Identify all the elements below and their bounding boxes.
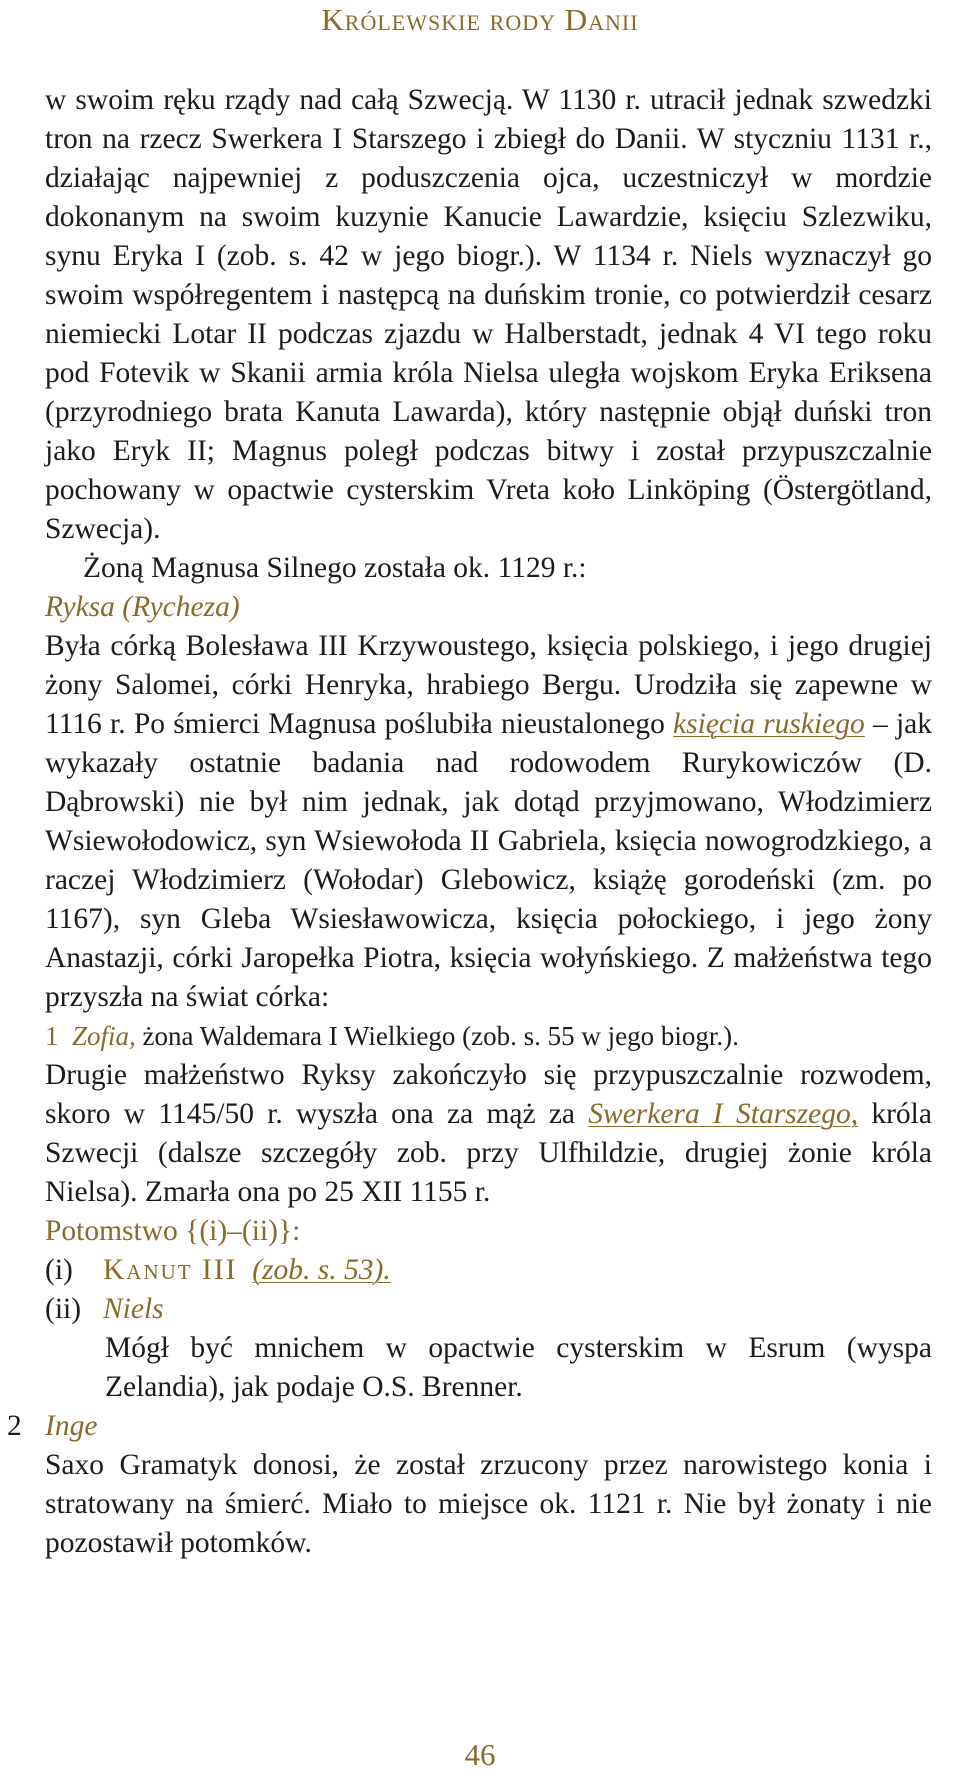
page-body xyxy=(7,81,932,1563)
daughter-number: 1 xyxy=(45,1021,59,1051)
daughter-name: Zofia, xyxy=(72,1021,136,1051)
child-name-inge: Inge xyxy=(45,1410,98,1442)
offspring-number: (i) xyxy=(45,1254,73,1286)
wife-name-heading: Ryksa (Rycheza) xyxy=(45,591,240,623)
second-marriage-text-2: króla Szwecji (dalsze szczegóły zob. przy Ulfhildzie, drugiej żonie króla Nielsa). Zmarła ona po 25 XII 1155 r. xyxy=(45,1098,932,1208)
offspring-item-kanut xyxy=(45,1251,932,1290)
page-number: 46 xyxy=(464,1737,496,1772)
offspring-name-kanut: Kanut III xyxy=(103,1254,238,1286)
wife-bio-text-2: – jak wykazały ostatnie badania nad rodowodem Rurykowiczów (D. Dąbrowski) nie był nim jednak, jak dotąd przyjmowano, Włodzimierz Wsiewołodowicz, syn Wsiewołoda II Gabriela, księcia nowogrodzkiego, a raczej Włodzimierz (Wołodar) Glebowicz, książę gorodeński (zm. po 1167), syn Gleba Wsiesławowicza, księcia połockiego, i jego żony Anastazji, córki Jaropełka Piotra, księcia wołyńskiego. Z małżeństwa tego przyszła na świat córka: xyxy=(45,708,932,1013)
offspring-item-niels xyxy=(45,1290,932,1329)
wife-bio-text-1: Była córką Bolesława III Krzywoustego, księcia polskiego, i jego drugiej żony Salomei, córki Henryka, hrabiego Bergu. Urodziła się zapewne w 1116 r. Po śmierci Magnusa poślubiła nieustalonego xyxy=(45,630,932,740)
daughter-text: żona Waldemara I Wielkiego (zob. s. 55 w jego biogr.). xyxy=(135,1021,739,1051)
second-marriage-text-1: Drugie małżeństwo Ryksy zakończyło się przypuszczalnie rozwodem, skoro w 1145/50 r. wyszła ona za mąż za xyxy=(45,1059,932,1130)
ruthenian-prince-link[interactable]: księcia ruskiego xyxy=(673,708,865,740)
kanut-reference-link[interactable]: (zob. s. 53). xyxy=(252,1254,391,1286)
daughter-entry xyxy=(45,1017,932,1056)
running-header: Królewskie rody Danii xyxy=(321,2,639,37)
offspring-number: (ii) xyxy=(45,1293,82,1325)
inge-biography: Saxo Gramatyk donosi, że został zrzucony przez narowistego konia i stratowany na śmierć. Miało to miejsce ok. 1121 r. Nie był żonaty i nie pozostawił potomków. xyxy=(45,1449,932,1559)
swerker-link[interactable]: Swerkera I Starszego, xyxy=(588,1098,859,1130)
magnus-biography-paragraph: w swoim ręku rządy nad całą Szwecją. W 1130 r. utracił jednak szwedzki tron na rzecz Swerkera I Starszego i zbiegł do Danii. W styczniu 1131 r., działając najpewniej z poduszczenia ojca, uczestniczył w mordzie dokonanym na swoim kuzynie Kanucie Lawardzie, księciu Szlezwiku, synu Eryka I (zob. s. 42 w jego biogr.). W 1134 r. Niels wyznaczył go swoim współregentem i następcą na duńskim tronie, co potwierdził cesarz niemiecki Lotar II podczas zjazdu w Halberstadt, jednak 4 VI tego roku pod Fotevik w Skanii armia króla Nielsa uległa wojskom Eryka Eriksena (przyrodniego brata Kanuta Lawarda), który następnie objął duński tron jako Eryk II; Magnus poległ podczas bitwy i został przypuszczalnie pochowany w opactwie cysterskim Vreta koło Linköping (Östergötland, Szwecja). xyxy=(45,84,932,545)
wife-intro: Żoną Magnusa Silnego została ok. 1129 r.: xyxy=(83,552,587,584)
wife-biography xyxy=(45,627,932,1017)
offspring-name-niels: Niels xyxy=(103,1293,164,1325)
niels-biography: Mógł być mnichem w opactwie cysterskim w Esrum (wyspa Zelandia), jak podaje O.S. Brenner. xyxy=(105,1332,932,1403)
second-marriage-paragraph xyxy=(45,1056,932,1212)
child-entry-inge xyxy=(7,1407,932,1446)
offspring-heading: Potomstwo {(i)–(ii)}: xyxy=(45,1215,301,1247)
child-number: 2 xyxy=(7,1410,22,1442)
